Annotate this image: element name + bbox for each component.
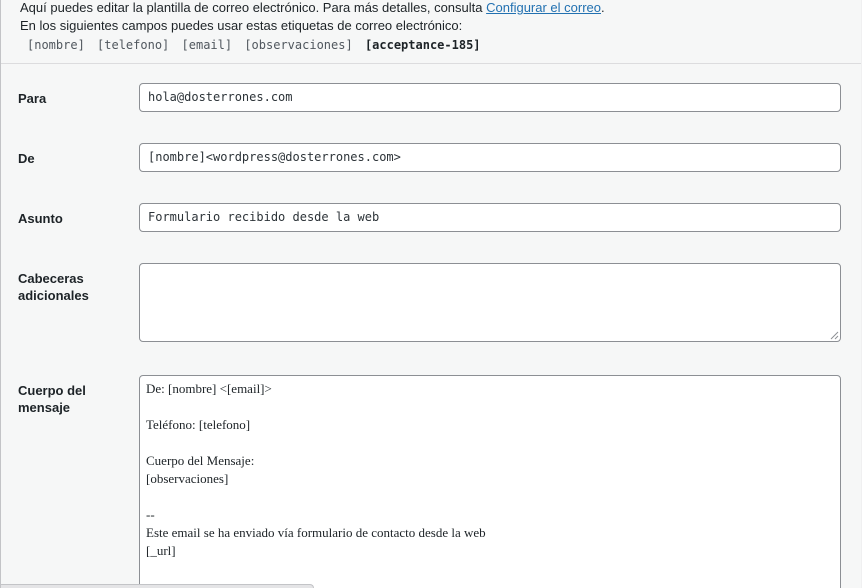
message-body-text: De: [nombre] <[email]> Teléfono: [telefono] Cuerpo del Mensaje: [observaciones] -- Este email se ha enviado vía formulario de contacto desde la web [_url] <box>146 381 486 558</box>
bottom-bar <box>1 584 314 588</box>
resize-grip-icon[interactable] <box>829 330 839 340</box>
additional-headers-label: Cabeceras adicionales <box>18 271 89 303</box>
mail-tag: [telefono] <box>97 38 170 52</box>
mail-tags <box>27 37 486 53</box>
intro-sentence: Aquí puedes editar la plantilla de correo electrónico. Para más detalles, consulta <box>20 0 487 15</box>
subject-input[interactable]: Formulario recibido desde la web <box>139 203 841 232</box>
to-input[interactable]: hola@dosterrones.com <box>139 83 841 112</box>
message-body-textarea[interactable] <box>139 375 841 588</box>
mail-tag: [email] <box>181 38 233 52</box>
subject-label: Asunto <box>18 211 63 226</box>
from-label: De <box>18 151 35 166</box>
intro-period: . <box>601 0 605 15</box>
message-body-label: Cuerpo del mensaje <box>18 383 86 415</box>
intro-text <box>20 0 605 17</box>
mail-tag: [observaciones] <box>244 38 353 52</box>
divider <box>1 63 861 64</box>
additional-headers-textarea[interactable] <box>139 263 841 342</box>
to-label: Para <box>18 91 47 106</box>
mail-tag: [nombre] <box>27 38 85 52</box>
configure-mail-link[interactable]: Configurar el correo <box>486 0 601 15</box>
tags-intro: En los siguientes campos puedes usar estas etiquetas de correo electrónico: <box>20 18 463 33</box>
from-input[interactable]: [nombre]<wordpress@dosterrones.com> <box>139 143 841 172</box>
mail-tag-required: [acceptance-185] <box>364 38 481 52</box>
